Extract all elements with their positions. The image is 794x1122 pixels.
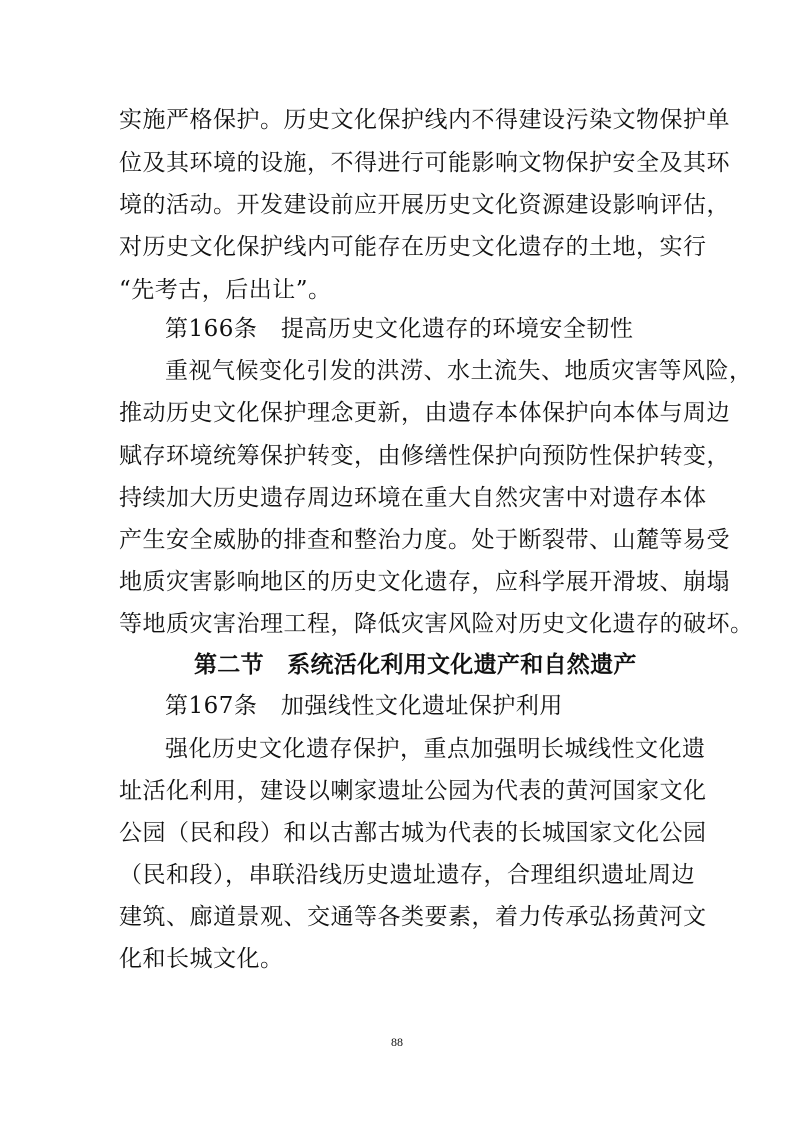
text-line: 实施严格保护。历史文化保护线内不得建设污染文物保护单 <box>119 107 730 133</box>
text-line: （民和段），串联沿线历史遗址遗存，合理组织遗址周边 <box>119 862 695 888</box>
text-line: 化和长城文化。 <box>119 946 284 972</box>
text-line: 对历史文化保护线内可能存在历史文化遗存的土地，实行 <box>119 234 707 260</box>
page-number: 88 <box>391 1035 403 1049</box>
text-line: 位及其环境的设施，不得进行可能影响文物保护安全及其环 <box>119 150 730 176</box>
text-line: 重视气候变化引发的洪涝、水土流失、地质灾害等风险， <box>165 358 753 384</box>
text-line: 公园（民和段）和以古鄯古城为代表的长城国家文化公园 <box>119 820 707 846</box>
text-line: 强化历史文化遗存保护，重点加强明长城线性文化遗 <box>165 736 706 762</box>
article-167-heading: 第167条 加强线性文化遗址保护利用 <box>165 693 563 719</box>
article-166-heading: 第166条 提高历史文化遗存的环境安全韧性 <box>165 316 634 342</box>
text-line: 地质灾害影响地区的历史文化遗存，应科学展开滑坡、崩塌 <box>119 569 730 595</box>
text-line: 产生安全威胁的排查和整治力度。处于断裂带、山麓等易受 <box>119 527 730 553</box>
text-line: 址活化利用，建设以喇家遗址公园为代表的黄河国家文化 <box>119 778 707 804</box>
text-line: 等地质灾害治理工程，降低灾害风险对历史文化遗存的破坏。 <box>119 611 754 637</box>
text-line: “先考古，后出让”。 <box>119 277 332 303</box>
text-line: 境的活动。开发建设前应开展历史文化资源建设影响评估， <box>119 192 730 218</box>
text-line: 持续加大历史遗存周边环境在重大自然灾害中对遗存本体 <box>119 485 707 511</box>
section-title: 第二节 系统活化利用文化遗产和自然遗产 <box>194 652 637 678</box>
text-line: 赋存环境统筹保护转变，由修缮性保护向预防性保护转变， <box>119 443 730 469</box>
text-line: 建筑、廊道景观、交通等各类要素，着力传承弘扬黄河文 <box>119 904 707 930</box>
text-line: 推动历史文化保护理念更新，由遗存本体保护向本体与周边 <box>119 400 730 426</box>
